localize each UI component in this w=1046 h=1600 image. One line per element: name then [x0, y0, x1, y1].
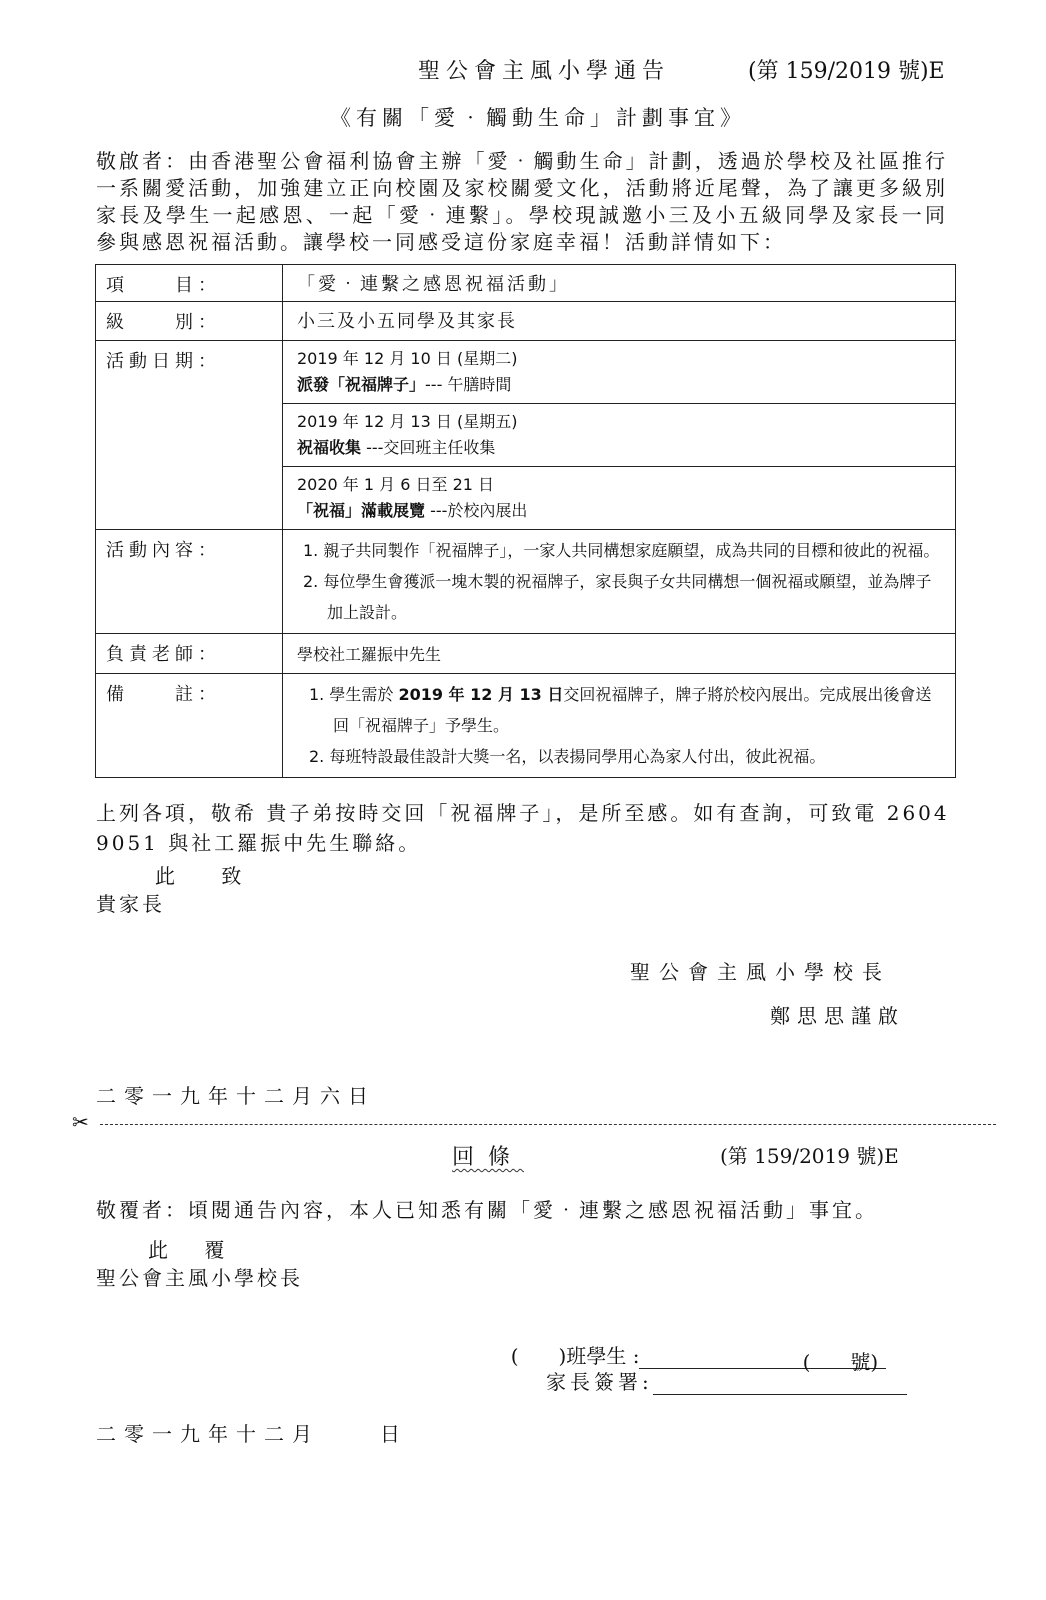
- date-event: 派發「祝福牌子」: [297, 375, 426, 394]
- date-row: [283, 404, 956, 467]
- reply-date: 二零一九年十二月 日: [96, 1422, 408, 1446]
- date-text: 2019 年 12 月 13 日 (星期五): [297, 412, 518, 431]
- date-text: 2020 年 1 月 6 日至 21 日: [297, 475, 495, 494]
- principal-signature: 鄭思思謹啟: [770, 1004, 905, 1028]
- date-row: [283, 467, 956, 530]
- item-value: 「愛‧連繫之感恩祝福活動」: [283, 265, 956, 302]
- teacher-value: 學校社工羅振中先生: [283, 634, 956, 674]
- date-event: 祝福收集: [297, 438, 362, 457]
- parent-signature-line: [546, 1366, 907, 1395]
- parent-label: 家長簽署:: [546, 1370, 653, 1394]
- notice-subject: 《有關「愛‧觸動生命」計劃事宜》: [330, 106, 746, 130]
- remarks-label: 備 註：: [96, 674, 283, 778]
- date-detail: ---於校內展出: [425, 501, 528, 520]
- content-item: 2. 每位學生會獲派一塊木製的祝福牌子，家長與子女共同構想一個祝福或願望，並為牌子加上設計。: [303, 572, 932, 622]
- scissors-icon: ✂: [72, 1110, 89, 1134]
- student-class-line: ( )班學生 : ( 號): [498, 1316, 886, 1369]
- reply-close: 此 覆: [148, 1238, 225, 1262]
- sincerely-line: 此 致: [155, 864, 242, 888]
- reply-notice-number: (第 159/2019 號)E: [720, 1144, 899, 1168]
- student-number-field[interactable]: ( 號): [794, 1346, 886, 1369]
- reply-addressee: 聖公會主風小學校長: [96, 1266, 303, 1290]
- date-text: 2019 年 12 月 10 日 (星期二): [297, 349, 518, 368]
- date-row: [283, 341, 956, 404]
- remark-item: 1. 學生需於 2019 年 12 月 13 日交回祝福牌子，牌子將於校內展出。完成展出後會送回「祝福牌子」予學生。: [309, 685, 932, 735]
- intro-paragraph: 敬啟者：由香港聖公會福利協會主辦「愛‧觸動生命」計劃，透過於學校及社區推行一系關愛活動，加強建立正向校園及家校關愛文化，活動將近尾聲，為了讓更多級別家長及學生一起感恩、一起「愛‧連繫」。學校現誠邀小三及小五級同學及家長一同參與感恩祝福活動。讓學校一同感受這份家庭幸福！活動詳情如下：: [96, 149, 948, 254]
- level-value: 小三及小五同學及其家長: [283, 302, 956, 341]
- dashed-divider: [100, 1124, 996, 1125]
- remark-item: 2. 每班特設最佳設計大獎一名，以表揚同學用心為家人付出，彼此祝福。: [309, 747, 826, 766]
- remarks-cell: [283, 674, 956, 778]
- class-label: )班學生 :: [558, 1344, 640, 1368]
- activity-details-table: [95, 264, 956, 778]
- content-label: 活動內容：: [96, 530, 283, 634]
- item-label: 項 目：: [96, 265, 283, 302]
- date-detail: --- 午膳時間: [425, 375, 512, 394]
- teacher-label: 負責老師：: [96, 634, 283, 674]
- reply-slip-title: 回條: [452, 1145, 525, 1170]
- reply-text: 敬覆者：頃閱通告內容，本人已知悉有關「愛‧連繫之感恩祝福活動」事宜。: [96, 1198, 878, 1222]
- level-label: 級 別：: [96, 302, 283, 341]
- content-item: 1. 親子共同製作「祝福牌子」，一家人共同構想家庭願望，成為共同的目標和彼此的祝福。: [303, 541, 940, 560]
- dates-label: 活動日期：: [96, 341, 283, 530]
- notice-date: 二零一九年十二月六日: [96, 1084, 376, 1108]
- parent-signature-field[interactable]: [653, 1372, 907, 1395]
- date-event: 「祝福」滿載展覽: [297, 501, 426, 520]
- addressee: 貴家長: [96, 892, 165, 916]
- date-detail: ---交回班主任收集: [361, 438, 496, 457]
- principal-title: 聖公會主風小學校長: [630, 960, 891, 984]
- content-cell: [283, 530, 956, 634]
- closing-paragraph: 上列各項，敬希 貴子弟按時交回「祝福牌子」，是所至感。如有查詢，可致電 2604 9051 與社工羅振中先生聯絡。: [96, 801, 950, 855]
- school-notice-title: 聖公會主風小學通告: [418, 59, 671, 84]
- notice-number: (第 159/2019 號)E: [748, 59, 945, 84]
- cut-line: [72, 1110, 996, 1134]
